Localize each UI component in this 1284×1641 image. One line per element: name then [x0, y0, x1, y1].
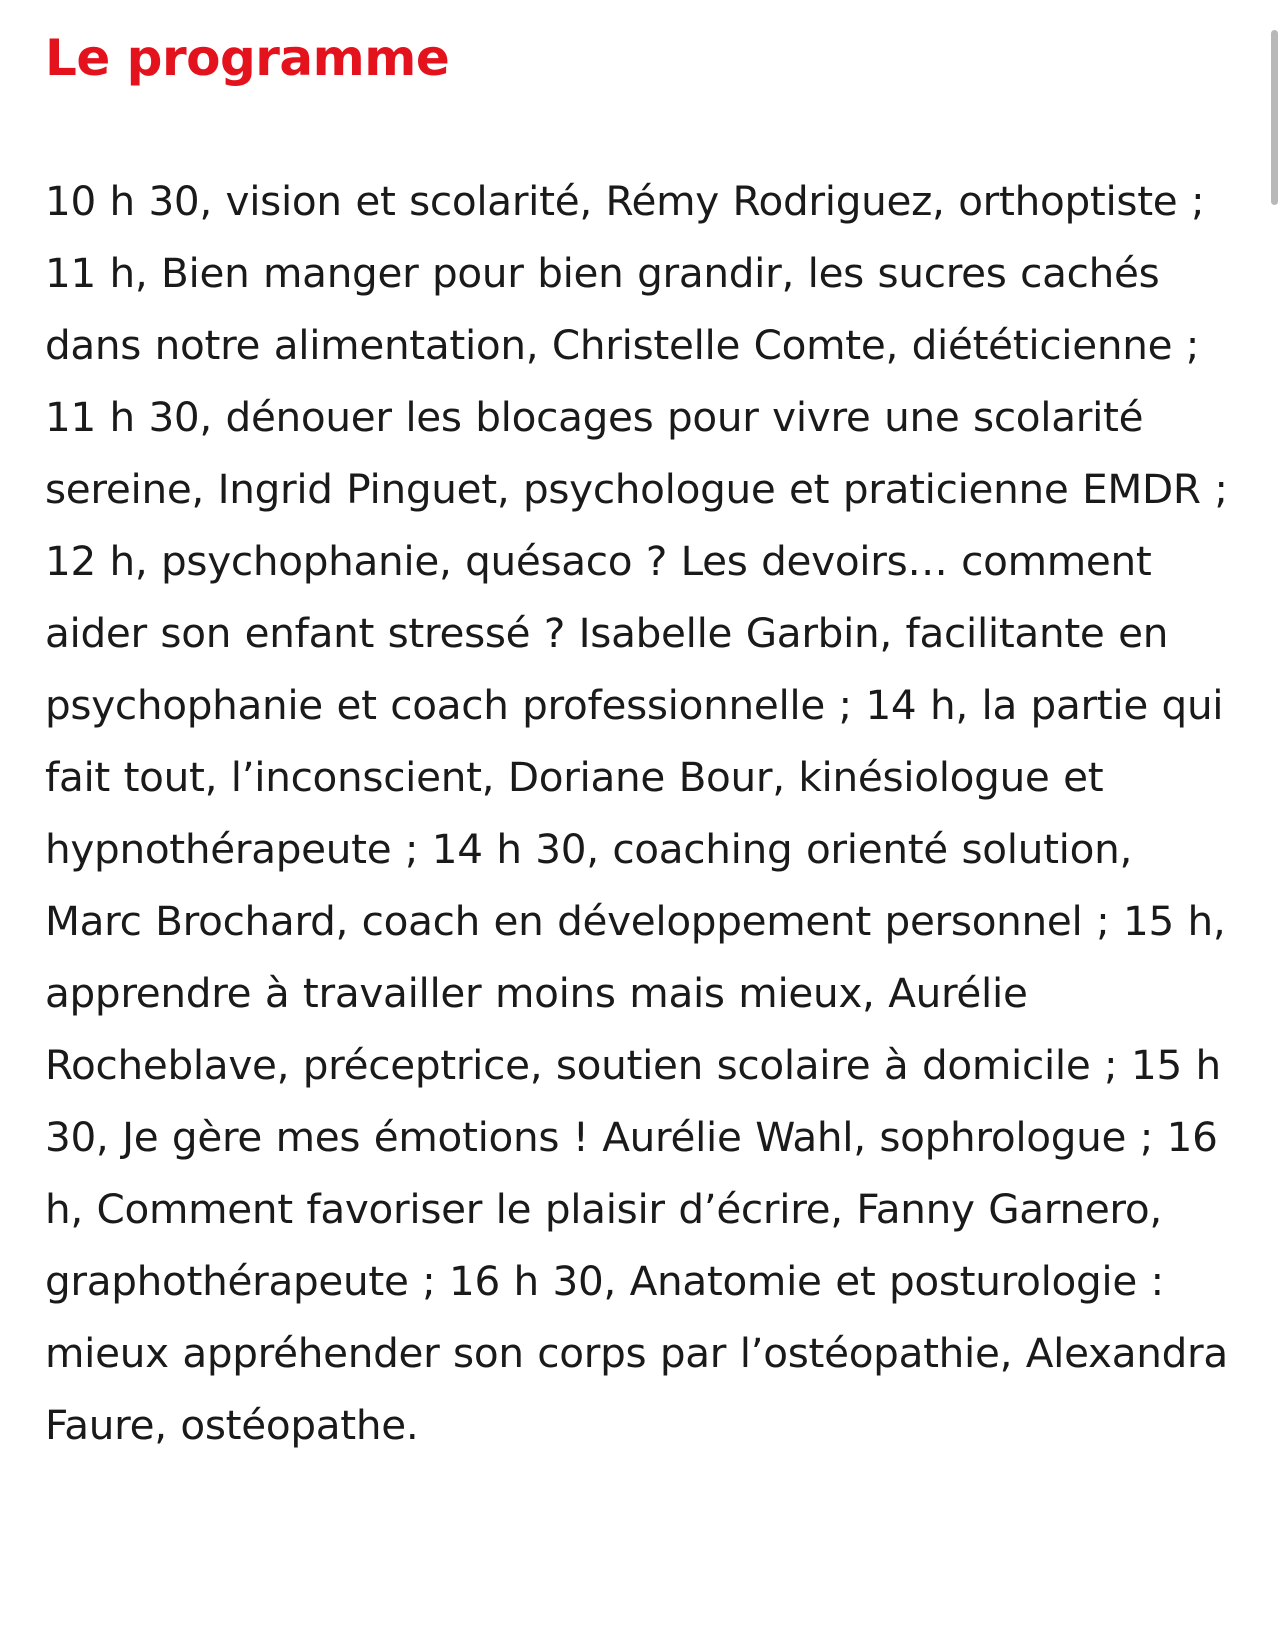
article-section	[45, 22, 1240, 1461]
scrollbar-thumb[interactable]	[1271, 30, 1278, 205]
section-title: Le programme	[45, 29, 450, 87]
program-text: 10 h 30, vision et scolarité, Rémy Rodriguez, orthoptiste ; 11 h, Bien manger pour bien grandir, les sucres cachés dans notre alimentation, Christelle Comte, diététicienne ; 11 h 30, dénouer les blocages pour vivre une scolarité sereine, Ingrid Pinguet, psychologue et praticienne EMDR ; 12 h, psychophanie, quésaco ? Les devoirs… comment aider son enfant stressé ? Isabelle Garbin, facilitante en psychophanie et coach professionnelle ; 14 h, la partie qui fait tout, l’inconscient, Doriane Bour, kinésiologue et hypnothérapeute ; 14 h 30, coaching orienté solution, Marc Brochard, coach en développement personnel ; 15 h, apprendre à travailler moins mais mieux, Aurélie Rocheblave, préceptrice, soutien scolaire à domicile ; 15 h 30, Je gère mes émotions ! Aurélie Wahl, sophrologue ; 16 h, Comment favoriser le plaisir d’écrire, Fanny Garnero, graphothérapeute ; 16 h 30, Anatomie et posturologie : mieux appréhender son corps par l’ostéopathie, Alexandra Faure, ostéopathe.	[45, 177, 1228, 1449]
scrollbar[interactable]	[1250, 0, 1284, 1641]
